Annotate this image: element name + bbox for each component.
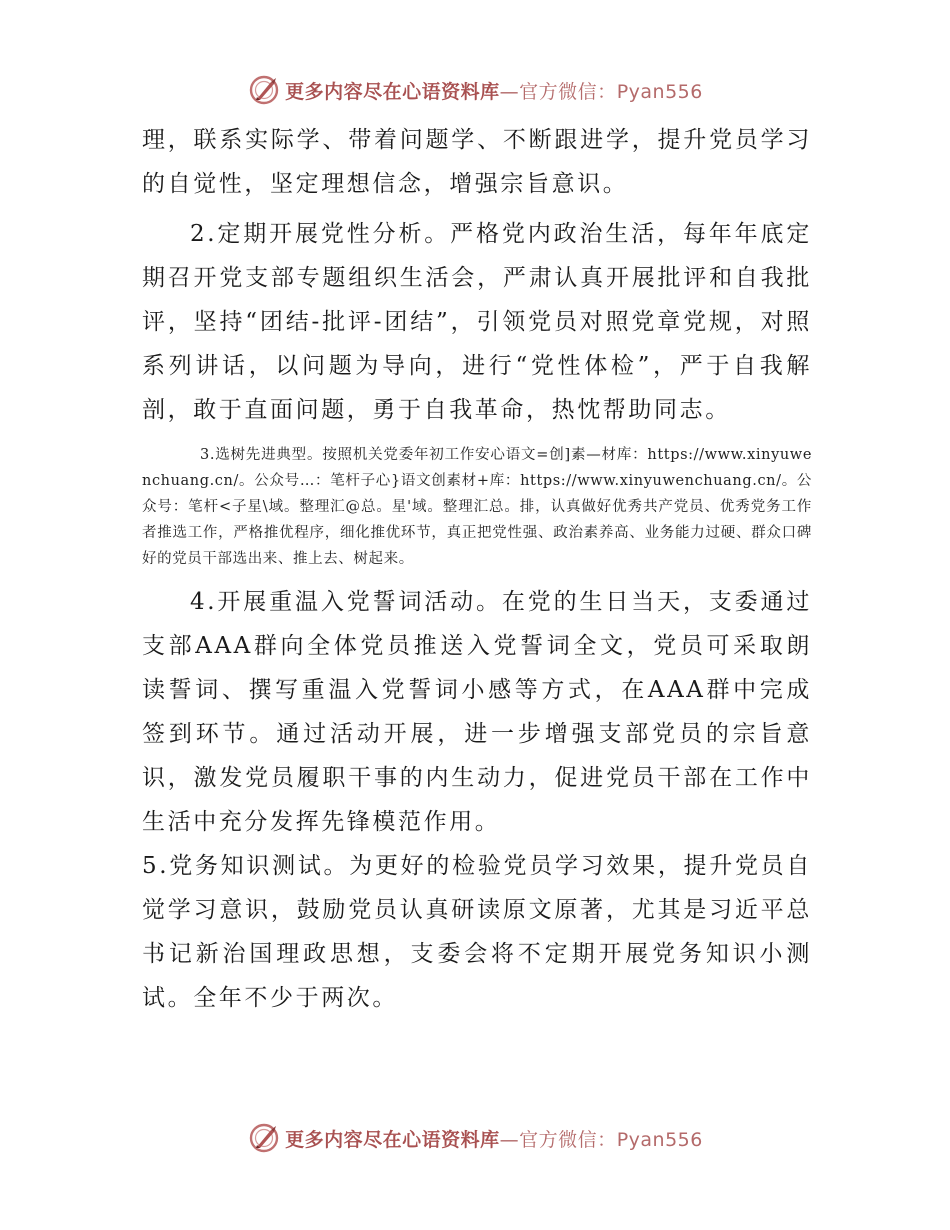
footer-banner xyxy=(0,1116,950,1160)
header-wechat-id: Pyan556 xyxy=(616,80,703,103)
paragraph-4: 4.开展重温入党誓词活动。在党的生日当天，支委通过支部AAA群向全体党员推送入党誓词全文，党员可采取朗读誓词、撰写重温入党誓词小感等方式，在AAA群中完成签到环节。通过活动开展，进一步增强支部党员的宗旨意识，激发党员履职干事的内生动力，促进党员干部在工作中生活中充分发挥先锋模范作用。 xyxy=(142,589,812,835)
footer-brand-text xyxy=(285,1125,703,1152)
footer-wechat-id: Pyan556 xyxy=(616,1128,703,1151)
footer-separator: — xyxy=(499,1128,520,1151)
paragraph-5: 5.党务知识测试。为更好的检验党员学习效果，提升党员自觉学习意识，鼓励党员认真研读原文原著，尤其是习近平总书记新治国理政思想，支委会将不定期开展党务知识小测试。全年不少于两次。 xyxy=(142,853,812,1011)
header-separator: — xyxy=(499,80,520,103)
document-body xyxy=(142,118,812,1020)
footer-brand-name: 更多内容尽在心语资料库 xyxy=(285,1128,500,1151)
footer-wechat-label: 官方微信： xyxy=(519,1128,617,1151)
paragraph-1: 理，联系实际学、带着问题学、不断跟进学，提升党员学习的自觉性，坚定理想信念，增强宗旨意识。 xyxy=(142,127,812,197)
header-brand-text xyxy=(285,77,703,104)
quill-pen-logo-icon xyxy=(247,73,281,107)
paragraph-3: 3.选树先进典型。按照机关党委年初工作安心语文=创]素—材库：https://www.xinyuwenchuang.cn/。公众号…：笔杆子心}语文创素材+库：https://www.xinyuwenchuang.cn/。公众号：笔杆<子星\域。整理汇@总。星'域。整理汇总。排，认真做好优秀共产党员、优秀党务工作者推选工作，严格推优程序，细化推优环节，真正把党性强、政治素养高、业务能力过硬、群众口碑好的党员干部选出来、推上去、树起来。 xyxy=(142,447,812,567)
quill-pen-logo-icon xyxy=(247,1121,281,1155)
header-wechat-label: 官方微信： xyxy=(519,80,617,103)
header-brand-name: 更多内容尽在心语资料库 xyxy=(285,80,500,103)
header-banner xyxy=(0,68,950,112)
paragraph-2: 2.定期开展党性分析。严格党内政治生活，每年年底定期召开党支部专题组织生活会，严肃认真开展批评和自我批评，坚持“团结-批评-团结”，引领党员对照党章党规，对照系列讲话，以问题为导向，进行“党性体检”，严于自我解剖，敢于直面问题，勇于自我革命，热忱帮助同志。 xyxy=(142,221,812,423)
